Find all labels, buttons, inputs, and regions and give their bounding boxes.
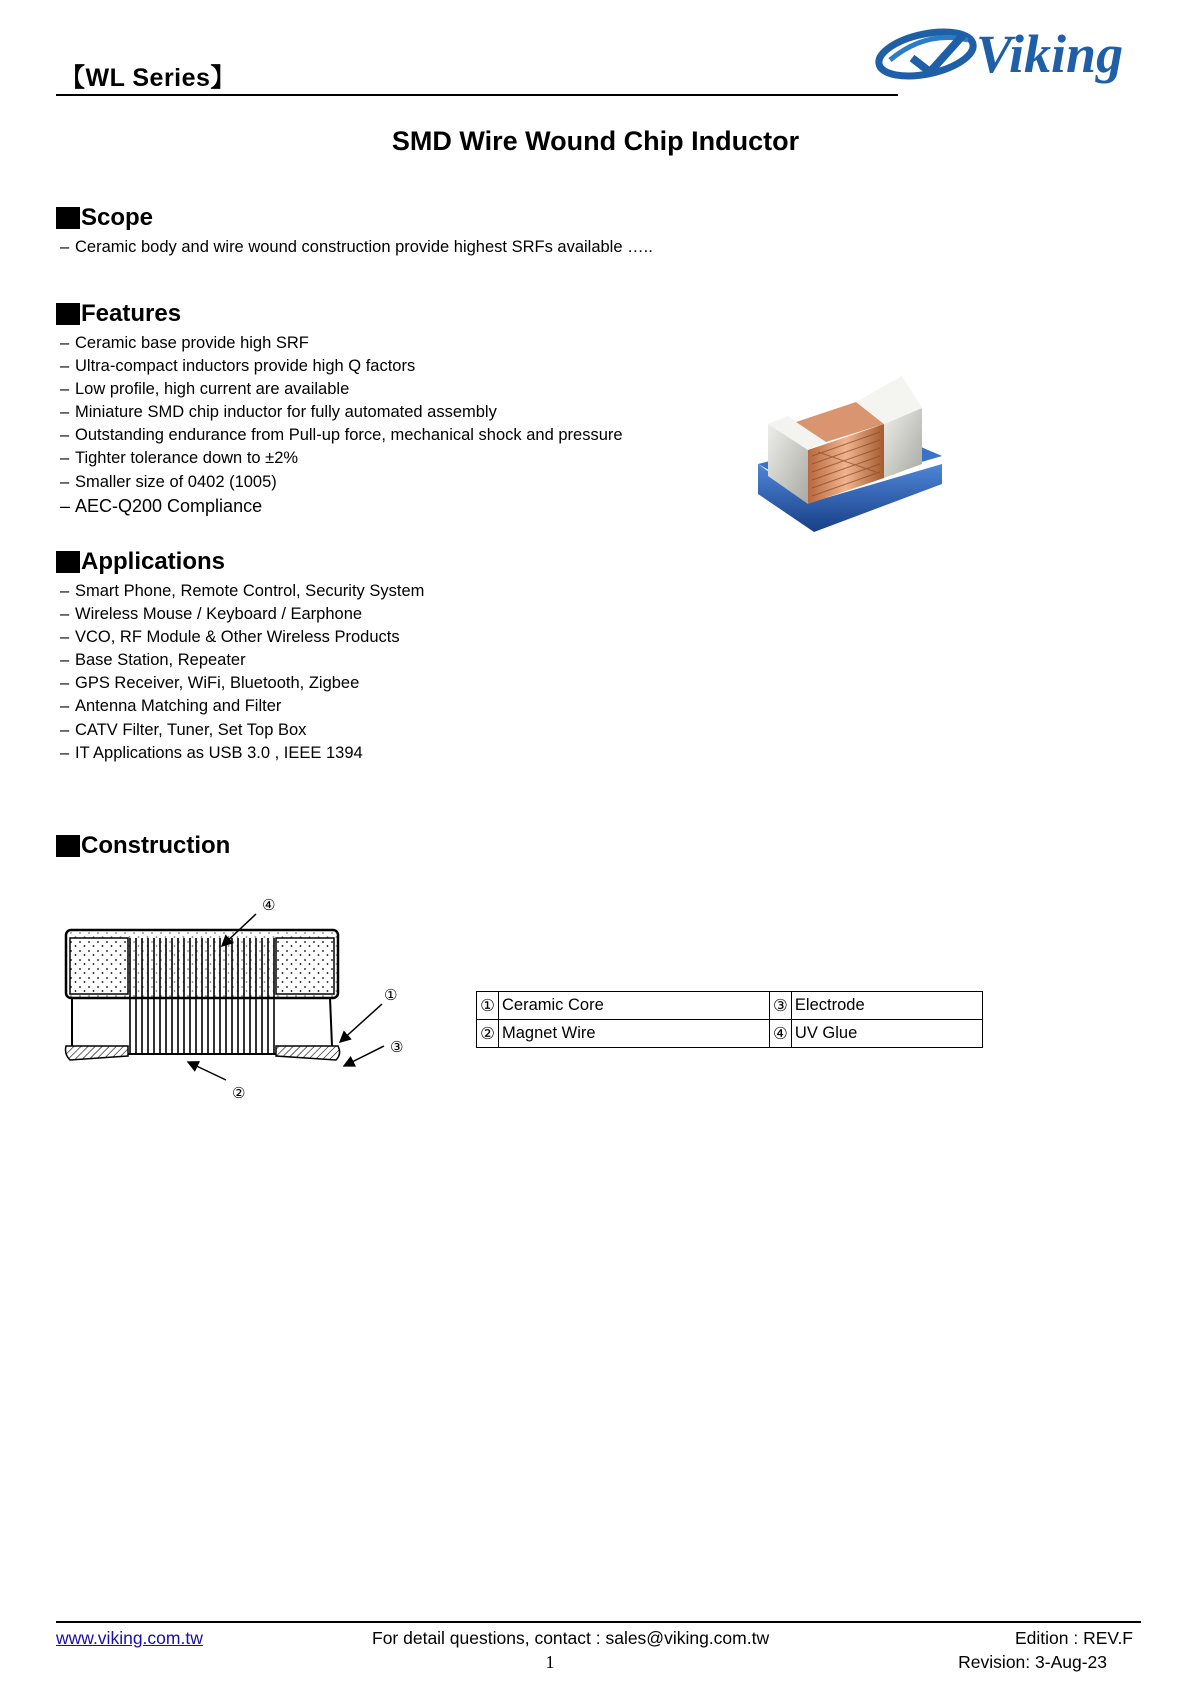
- section-heading-scope: [56, 204, 153, 232]
- legend-label: Electrode: [791, 992, 982, 1020]
- footer-divider: [56, 1621, 1141, 1623]
- legend-label: Ceramic Core: [499, 992, 770, 1020]
- legend-label: Magnet Wire: [499, 1020, 770, 1048]
- callout-1-label: ①: [384, 986, 398, 1004]
- header-divider: [56, 94, 898, 96]
- section-heading-label: Construction: [81, 832, 231, 859]
- list-item: – AEC-Q200 Compliance: [60, 495, 263, 516]
- list-item: – VCO, RF Module & Other Wireless Products: [60, 628, 400, 647]
- list-item: – Wireless Mouse / Keyboard / Earphone: [60, 605, 363, 624]
- list-item: – Ceramic base provide high SRF: [60, 334, 309, 352]
- list-item: – Outstanding endurance from Pull-up force, mechanical shock and pressure: [60, 426, 623, 445]
- document-title: SMD Wire Wound Chip Inductor: [391, 126, 800, 156]
- table-row: [477, 1020, 983, 1048]
- section-heading-construction: [56, 832, 230, 860]
- contact-info: For detail questions, contact : sales@viking.com.tw: [372, 1628, 770, 1648]
- section-heading-applications: [56, 548, 225, 576]
- list-item: – Ultra-compact inductors provide high Q factors: [60, 357, 416, 376]
- section-bullet-icon: [56, 835, 80, 857]
- construction-diagram: [60, 876, 420, 1106]
- list-item: – Smaller size of 0402 (1005): [60, 472, 277, 491]
- section-bullet-icon: [56, 303, 80, 325]
- scope-list: [60, 236, 653, 259]
- list-item: – Tighter tolerance down to ±2%: [60, 449, 299, 468]
- legend-number: ①: [477, 992, 499, 1020]
- section-heading-label: Features: [81, 300, 182, 327]
- callout-3-label: ③: [390, 1038, 404, 1056]
- features-list: [60, 332, 623, 519]
- legend-label: UV Glue: [791, 1020, 982, 1048]
- construction-legend-table: [476, 991, 983, 1048]
- list-item: – Antenna Matching and Filter: [60, 697, 282, 716]
- callout-2-label: ②: [232, 1084, 246, 1102]
- revision-label: Revision: 3-Aug-23: [958, 1652, 1107, 1672]
- list-item: – Low profile, high current are available: [60, 380, 350, 399]
- list-item: – Miniature SMD chip inductor for fully automated assembly: [60, 403, 497, 422]
- edition-label: Edition : REV.F: [1014, 1628, 1133, 1648]
- list-item: – CATV Filter, Tuner, Set Top Box: [60, 720, 307, 739]
- list-item: – IT Applications as USB 3.0 , IEEE 1394: [60, 743, 363, 762]
- section-heading-label: Applications: [81, 548, 226, 575]
- logo-wordmark: Viking: [976, 24, 1124, 84]
- section-bullet-icon: [56, 207, 80, 229]
- section-bullet-icon: [56, 551, 80, 573]
- list-item: – GPS Receiver, WiFi, Bluetooth, Zigbee: [60, 674, 360, 693]
- legend-number: ④: [769, 1020, 791, 1048]
- list-item: – Smart Phone, Remote Control, Security System: [60, 582, 425, 600]
- list-item: – Ceramic body and wire wound construction provide highest SRFs available …..: [60, 238, 653, 256]
- eye-logo-icon: [875, 24, 977, 83]
- page-number: 1: [545, 1652, 555, 1672]
- section-heading-label: Scope: [81, 204, 154, 231]
- legend-number: ③: [769, 992, 791, 1020]
- table-row: [477, 992, 983, 1020]
- list-item: – Base Station, Repeater: [60, 651, 246, 670]
- applications-list: [60, 580, 424, 765]
- series-title: 【WL Series】: [60, 64, 236, 92]
- website-link[interactable]: www.viking.com.tw: [56, 1628, 203, 1648]
- callout-4-label: ④: [262, 896, 276, 914]
- legend-number: ②: [477, 1020, 499, 1048]
- inductor-product-image: [752, 372, 952, 568]
- section-heading-features: [56, 300, 181, 328]
- viking-logo[interactable]: [872, 20, 1150, 88]
